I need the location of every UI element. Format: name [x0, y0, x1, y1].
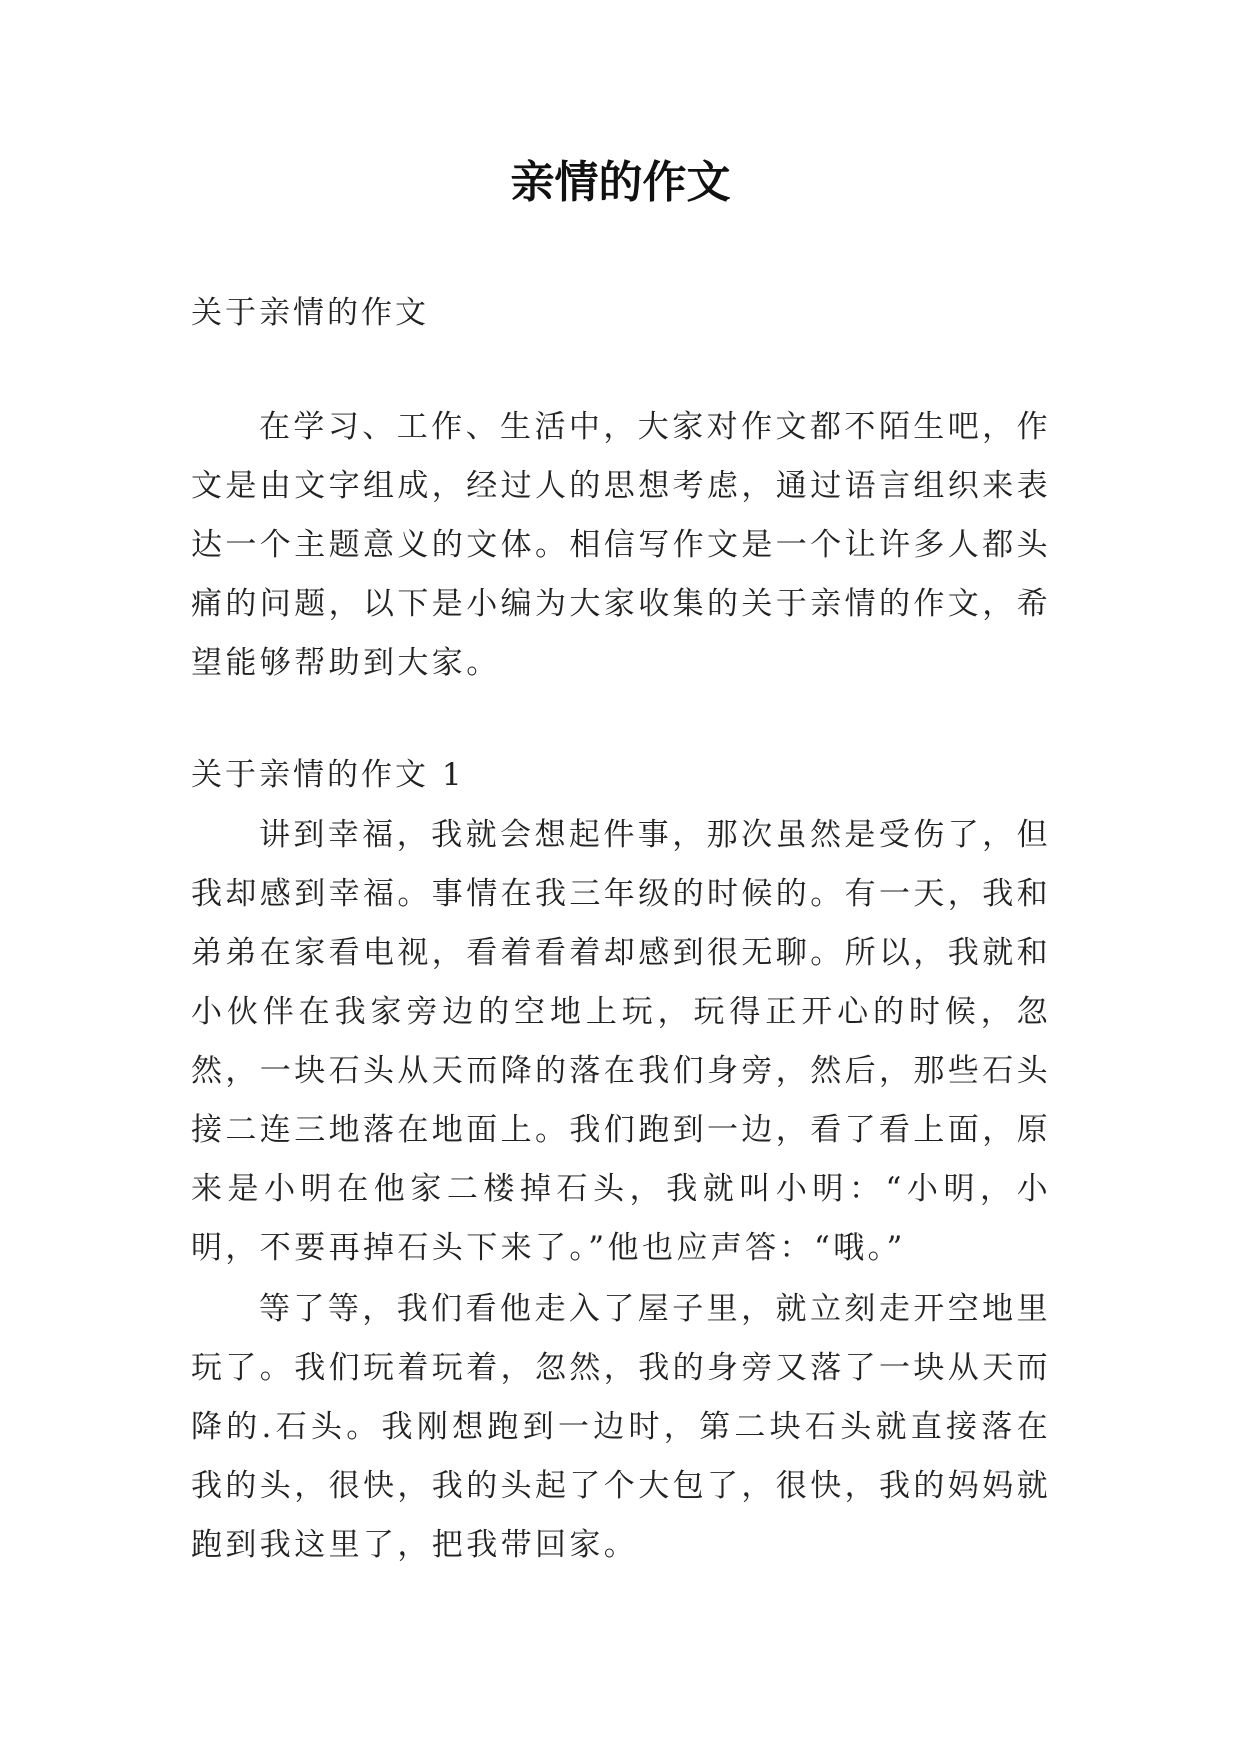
main-heading: 关于亲情的作文: [191, 295, 429, 331]
section-1-paragraph-2: 等了等，我们看他走入了屋子里，就立刻走开空地里玩了。我们玩着玩着，忽然，我的身旁又落了一块从天而降的.石头。我刚想跑到一边时，第二块石头就直接落在我的头，很快，我的头起了个大包了，很快，我的妈妈就跑到我这里了，把我带回家。: [191, 1291, 1051, 1563]
intro-paragraph: 在学习、工作、生活中，大家对作文都不陌生吧，作文是由文字组成，经过人的思想考虑，通过语言组织来表达一个主题意义的文体。相信写作文是一个让许多人都头痛的问题，以下是小编为大家收集的关于亲情的作文，希望能够帮助到大家。: [191, 409, 1051, 681]
section-1-paragraph-1: 讲到幸福，我就会想起件事，那次虽然是受伤了，但我却感到幸福。事情在我三年级的时候的。有一天，我和弟弟在家看电视，看着看着却感到很无聊。所以，我就和小伙伴在我家旁边的空地上玩，玩得正开心的时候，忽然，一块石头从天而降的落在我们身旁，然后，那些石头接二连三地落在地面上。我们跑到一边，看了看上面，原来是小明在他家二楼掉石头，我就叫小明：“小明，小明，不要再掉石头下来了。”他也应声答：“哦。”: [191, 817, 1051, 1266]
document-title: 亲情的作文: [510, 157, 731, 208]
section-1-heading: 关于亲情的作文 1: [191, 757, 465, 793]
